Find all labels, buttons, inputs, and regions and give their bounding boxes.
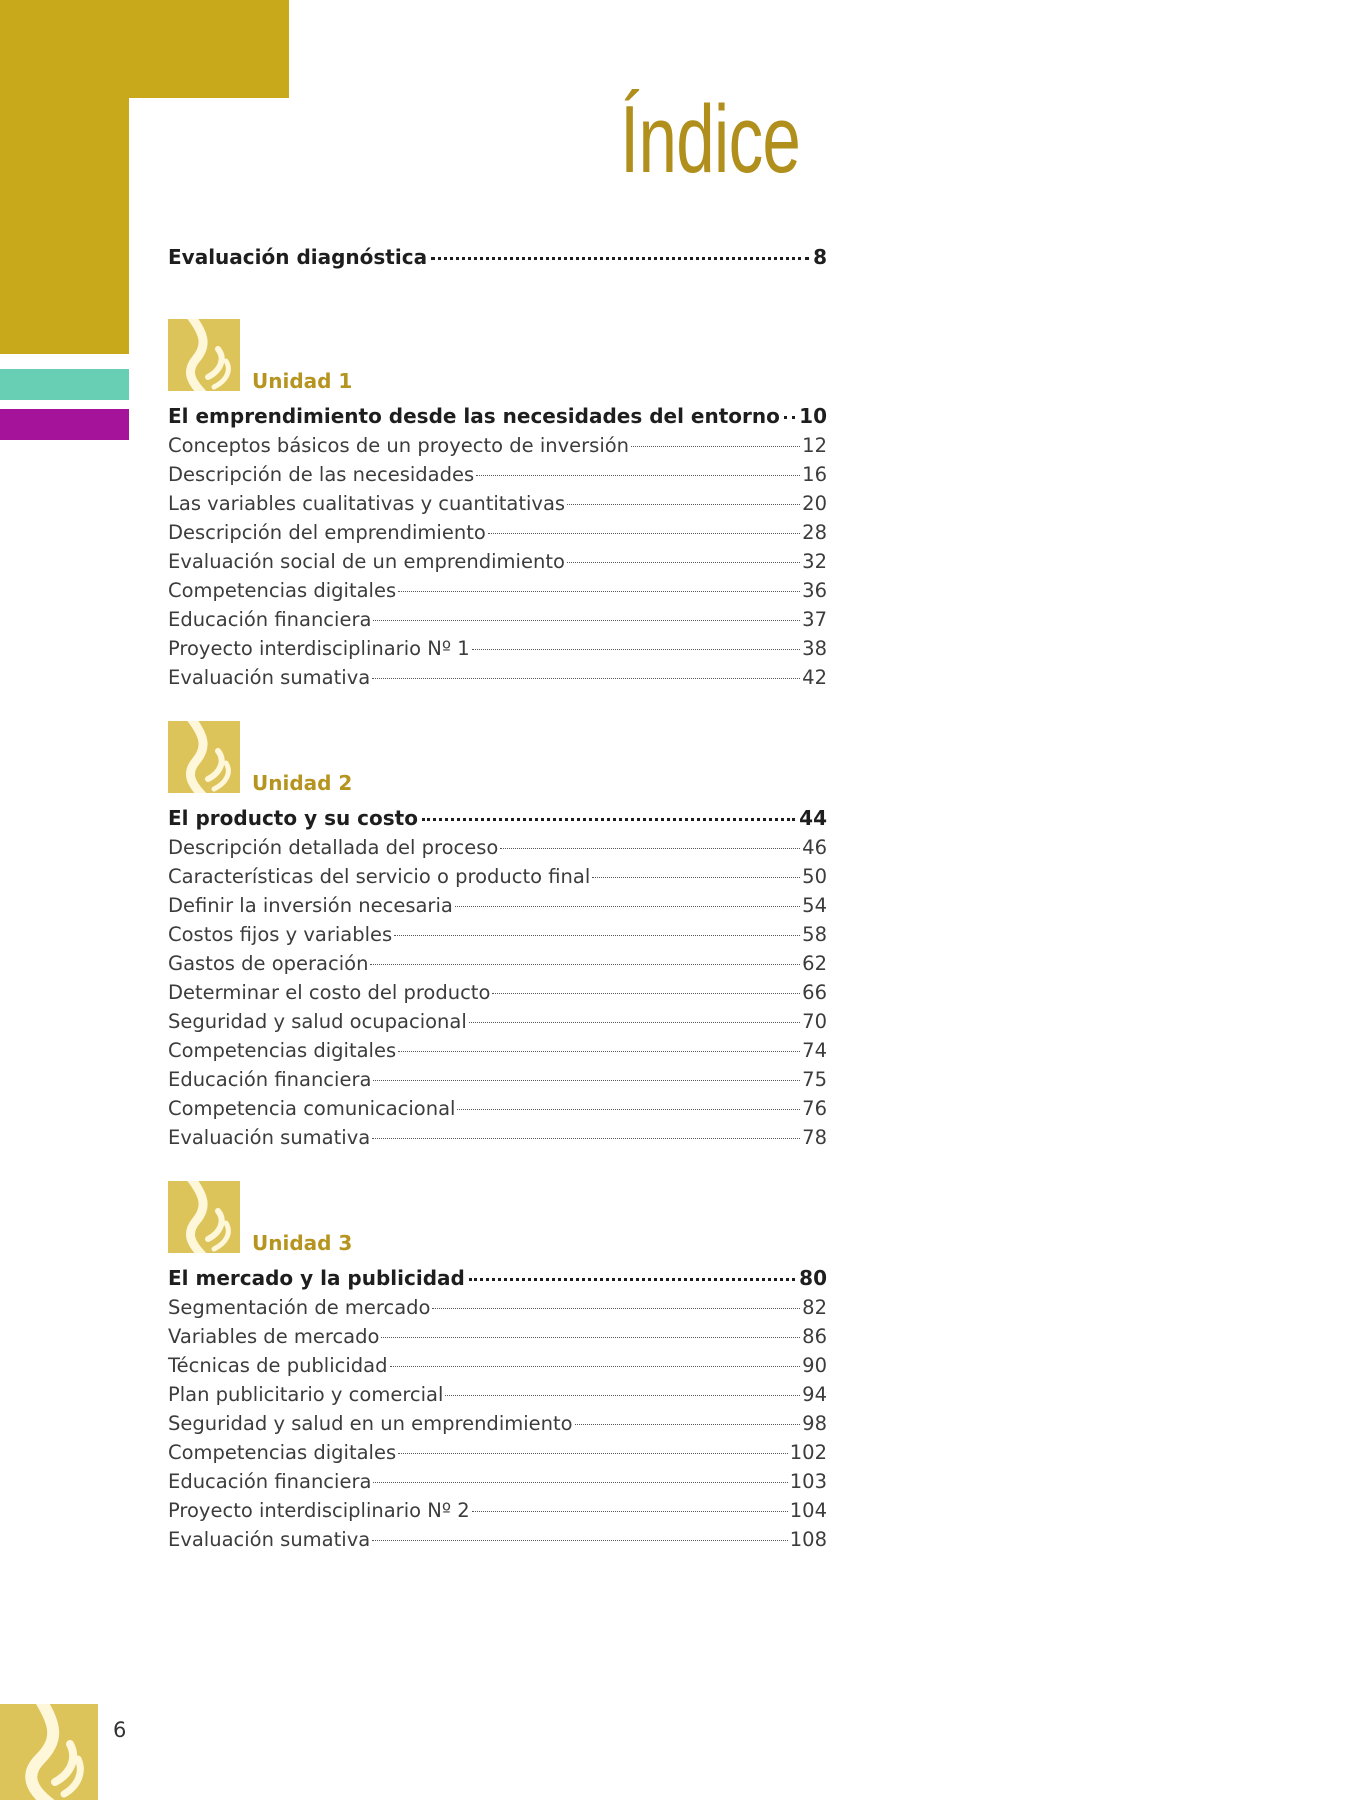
toc-entry[interactable] bbox=[168, 663, 827, 692]
dot-leader bbox=[592, 877, 800, 878]
dot-leader bbox=[370, 964, 800, 965]
toc-entry-page: 10 bbox=[799, 404, 827, 428]
toc-entry[interactable] bbox=[168, 1007, 827, 1036]
toc-entry-page: 28 bbox=[802, 521, 827, 544]
toc-entry-label: Seguridad y salud en un emprendimiento bbox=[168, 1412, 573, 1435]
toc-entry-label: Las variables cualitativas y cuantitativas bbox=[168, 492, 566, 515]
toc-entry-label: Definir la inversión necesaria bbox=[168, 894, 453, 917]
footer-hand-icon bbox=[0, 1704, 98, 1800]
gold-corner-left bbox=[0, 98, 129, 354]
toc-entry-label: Proyecto interdisciplinario Nº 1 bbox=[168, 637, 470, 660]
toc-entry-label: Evaluación sumativa bbox=[168, 1126, 371, 1149]
dot-leader bbox=[575, 1424, 801, 1425]
toc-entry-label: Costos fijos y variables bbox=[168, 923, 393, 946]
toc-entry[interactable] bbox=[168, 1293, 827, 1322]
toc-entry-page: 103 bbox=[789, 1470, 827, 1493]
toc-entry[interactable] bbox=[168, 1380, 827, 1409]
dot-leader bbox=[784, 416, 795, 419]
unit-label: Unidad 1 bbox=[252, 369, 353, 393]
dot-leader bbox=[398, 591, 800, 592]
toc-entry[interactable] bbox=[168, 1467, 827, 1496]
toc-entry[interactable] bbox=[168, 1065, 827, 1094]
dot-leader bbox=[472, 1511, 788, 1512]
toc-entry-page: 74 bbox=[802, 1039, 827, 1062]
toc-entry-page: 32 bbox=[802, 550, 827, 573]
toc-entry-page: 62 bbox=[802, 952, 827, 975]
toc-entry[interactable] bbox=[168, 460, 827, 489]
toc-entry-label: Técnicas de publicidad bbox=[168, 1354, 388, 1377]
toc-entry-page: 75 bbox=[802, 1068, 827, 1091]
toc-entry[interactable] bbox=[168, 547, 827, 576]
toc-entry-page: 38 bbox=[802, 637, 827, 660]
toc-entry-page: 90 bbox=[802, 1354, 827, 1377]
magenta-stripe bbox=[0, 409, 129, 440]
toc-entry-page: 108 bbox=[789, 1528, 827, 1551]
toc-entry-label: Evaluación sumativa bbox=[168, 1528, 371, 1551]
toc-entry-page: 82 bbox=[802, 1296, 827, 1319]
toc-entry[interactable] bbox=[168, 1123, 827, 1152]
toc-unit-heading[interactable] bbox=[168, 804, 827, 833]
toc-entry-label: Evaluación social de un emprendimiento bbox=[168, 550, 565, 573]
dot-leader bbox=[455, 906, 800, 907]
toc-entry-label: Descripción detallada del proceso bbox=[168, 836, 499, 859]
dot-leader bbox=[476, 475, 800, 476]
toc-entry-label: Descripción del emprendimiento bbox=[168, 521, 486, 544]
toc-entry-label: Evaluación diagnóstica bbox=[168, 245, 428, 269]
toc-entry-page: 66 bbox=[802, 981, 827, 1004]
toc-entry-label: Competencias digitales bbox=[168, 1441, 397, 1464]
toc-entry[interactable] bbox=[168, 891, 827, 920]
toc-entry-page: 37 bbox=[802, 608, 827, 631]
toc-entry-page: 98 bbox=[802, 1412, 827, 1435]
dot-leader bbox=[373, 620, 800, 621]
toc-entry-label: Competencias digitales bbox=[168, 1039, 397, 1062]
toc-entry-page: 80 bbox=[799, 1266, 827, 1290]
toc-entry[interactable] bbox=[168, 833, 827, 862]
page-title: Índice bbox=[620, 86, 801, 193]
toc-entry-label: Educación financiera bbox=[168, 1068, 372, 1091]
toc-entry-page: 20 bbox=[802, 492, 827, 515]
teal-stripe bbox=[0, 369, 129, 400]
page-number: 6 bbox=[113, 1718, 127, 1742]
toc-entry[interactable] bbox=[168, 489, 827, 518]
dot-leader bbox=[398, 1453, 788, 1454]
toc-entry[interactable] bbox=[168, 1036, 827, 1065]
dot-leader bbox=[372, 1540, 788, 1541]
toc-entry-page: 8 bbox=[813, 245, 827, 269]
dot-leader bbox=[500, 848, 800, 849]
toc-entry[interactable] bbox=[168, 949, 827, 978]
toc-unit-heading[interactable] bbox=[168, 1264, 827, 1293]
toc-entry-page: 86 bbox=[802, 1325, 827, 1348]
toc-entry-page: 16 bbox=[802, 463, 827, 486]
toc-entry-page: 50 bbox=[802, 865, 827, 888]
dot-leader bbox=[372, 678, 800, 679]
toc-entry[interactable] bbox=[168, 978, 827, 1007]
toc-entry-label: El emprendimiento desde las necesidades del entorno bbox=[168, 404, 780, 428]
dot-leader bbox=[445, 1395, 800, 1396]
toc-entry[interactable] bbox=[168, 1409, 827, 1438]
toc-entry[interactable] bbox=[168, 1496, 827, 1525]
toc-entry-label: El mercado y la publicidad bbox=[168, 1266, 465, 1290]
dot-leader bbox=[488, 533, 800, 534]
gold-corner-top bbox=[0, 0, 289, 98]
toc-entry[interactable] bbox=[168, 1094, 827, 1123]
toc-entry-page: 46 bbox=[802, 836, 827, 859]
toc-entry-page: 54 bbox=[802, 894, 827, 917]
toc-entry-label: Proyecto interdisciplinario Nº 2 bbox=[168, 1499, 470, 1522]
toc-entry-label: Plan publicitario y comercial bbox=[168, 1383, 444, 1406]
toc-entry-page: 36 bbox=[802, 579, 827, 602]
dot-leader bbox=[469, 1278, 795, 1281]
dot-leader bbox=[567, 562, 800, 563]
toc-entry-intro[interactable] bbox=[168, 243, 827, 272]
toc-entry-page: 78 bbox=[802, 1126, 827, 1149]
dot-leader bbox=[469, 1022, 800, 1023]
dot-leader bbox=[422, 818, 795, 821]
dot-leader bbox=[567, 504, 800, 505]
dot-leader bbox=[373, 1482, 787, 1483]
dot-leader bbox=[457, 1109, 800, 1110]
dot-leader bbox=[432, 1308, 800, 1309]
toc-entry[interactable] bbox=[168, 1351, 827, 1380]
unit-label: Unidad 3 bbox=[252, 1231, 353, 1255]
toc-entry-label: Variables de mercado bbox=[168, 1325, 380, 1348]
toc-entry-label: Descripción de las necesidades bbox=[168, 463, 475, 486]
toc-entry-page: 104 bbox=[789, 1499, 827, 1522]
toc-entry[interactable] bbox=[168, 576, 827, 605]
toc-entry-label: El producto y su costo bbox=[168, 806, 418, 830]
hand-icon bbox=[168, 721, 240, 793]
toc-entry-label: Determinar el costo del producto bbox=[168, 981, 491, 1004]
hand-icon bbox=[168, 319, 240, 391]
toc-entry-label: Educación financiera bbox=[168, 608, 372, 631]
dot-leader bbox=[381, 1337, 800, 1338]
toc-entry-label: Competencia comunicacional bbox=[168, 1097, 456, 1120]
toc-entry[interactable] bbox=[168, 1525, 827, 1554]
dot-leader bbox=[398, 1051, 800, 1052]
toc-entry[interactable] bbox=[168, 1438, 827, 1467]
toc-entry-page: 42 bbox=[802, 666, 827, 689]
toc-entry-label: Conceptos básicos de un proyecto de inversión bbox=[168, 434, 630, 457]
toc-entry-page: 76 bbox=[802, 1097, 827, 1120]
toc-entry-page: 12 bbox=[802, 434, 827, 457]
toc-entry[interactable] bbox=[168, 431, 827, 460]
toc-entry-label: Competencias digitales bbox=[168, 579, 397, 602]
dot-leader bbox=[372, 1138, 800, 1139]
toc-entry-label: Evaluación sumativa bbox=[168, 666, 371, 689]
toc-entry-page: 102 bbox=[789, 1441, 827, 1464]
toc-entry-label: Segmentación de mercado bbox=[168, 1296, 431, 1319]
toc-entry-page: 94 bbox=[802, 1383, 827, 1406]
toc-entry-label: Educación financiera bbox=[168, 1470, 372, 1493]
toc-entry[interactable] bbox=[168, 605, 827, 634]
unit-label: Unidad 2 bbox=[252, 771, 353, 795]
toc-entry-label: Características del servicio o producto final bbox=[168, 865, 591, 888]
toc-entry[interactable] bbox=[168, 920, 827, 949]
dot-leader bbox=[431, 257, 809, 260]
hand-icon bbox=[168, 1181, 240, 1253]
toc-entry-page: 58 bbox=[802, 923, 827, 946]
dot-leader bbox=[373, 1080, 800, 1081]
toc-entry-label: Gastos de operación bbox=[168, 952, 369, 975]
toc-entry[interactable] bbox=[168, 634, 827, 663]
dot-leader bbox=[390, 1366, 801, 1367]
toc-entry-page: 70 bbox=[802, 1010, 827, 1033]
toc-entry-label: Seguridad y salud ocupacional bbox=[168, 1010, 467, 1033]
dot-leader bbox=[394, 935, 800, 936]
dot-leader bbox=[631, 446, 800, 447]
toc-entry[interactable] bbox=[168, 518, 827, 547]
toc-unit-heading[interactable] bbox=[168, 402, 827, 431]
toc-entry[interactable] bbox=[168, 862, 827, 891]
dot-leader bbox=[472, 649, 801, 650]
toc-entry[interactable] bbox=[168, 1322, 827, 1351]
toc-entry-page: 44 bbox=[799, 806, 827, 830]
dot-leader bbox=[492, 993, 800, 994]
